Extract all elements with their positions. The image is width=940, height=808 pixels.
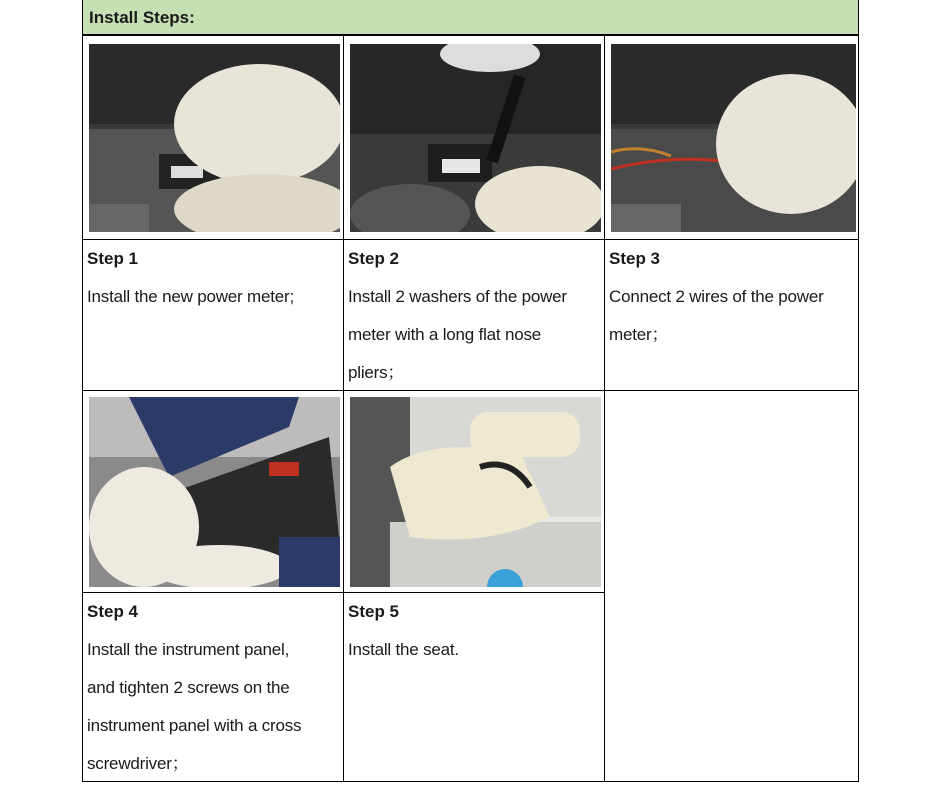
step-3-description-line: Connect 2 wires of the power bbox=[609, 287, 824, 306]
step-4-description-line: Install the instrument panel, bbox=[87, 640, 290, 659]
step-3-photo bbox=[611, 44, 856, 232]
step-2-description-line: meter with a long flat nose bbox=[348, 325, 542, 344]
step-5-label: Step 5 bbox=[348, 602, 400, 621]
step-5-description: Install the seat. bbox=[348, 640, 459, 659]
step-2-photo bbox=[350, 44, 601, 232]
step-1-label: Step 1 bbox=[87, 249, 139, 268]
table-header: Install Steps: bbox=[82, 0, 859, 35]
empty-cell bbox=[604, 390, 859, 782]
step-3-label: Step 3 bbox=[609, 249, 661, 268]
step-2-description-line: Install 2 washers of the power bbox=[348, 287, 567, 306]
step-2-description-line: pliers； bbox=[348, 363, 405, 382]
step-5-photo bbox=[350, 397, 601, 587]
step-4-description-line: instrument panel with a cross bbox=[87, 716, 302, 735]
step-4-photo bbox=[89, 397, 340, 587]
step-4-description-line: and tighten 2 screws on the bbox=[87, 678, 290, 697]
step-1-description: Install the new power meter; bbox=[87, 287, 294, 306]
step-1-photo bbox=[89, 44, 340, 232]
step-3-description-line: meter； bbox=[609, 325, 669, 344]
step-2-label: Step 2 bbox=[348, 249, 400, 268]
step-4-label: Step 4 bbox=[87, 602, 139, 621]
step-4-description-line: screwdriver； bbox=[87, 754, 189, 773]
install-steps-table bbox=[82, 0, 859, 782]
